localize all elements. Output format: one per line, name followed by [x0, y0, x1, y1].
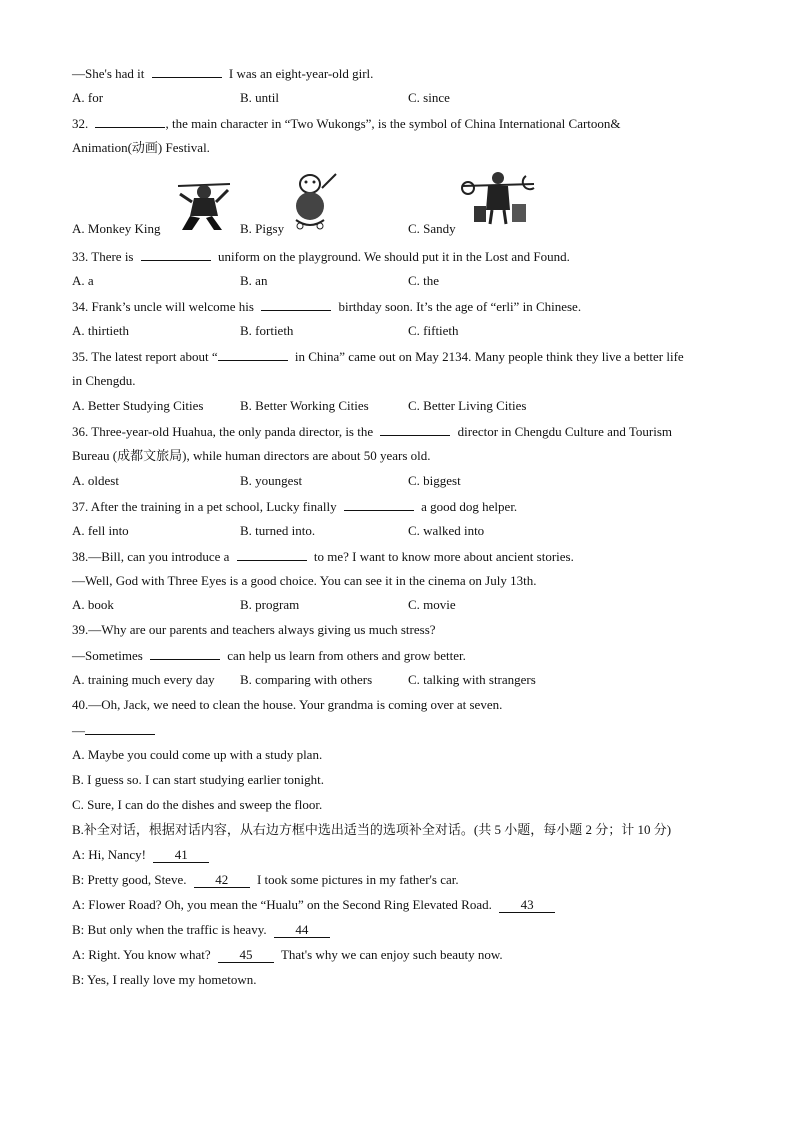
dialogue-line-45: A: Right. You know what? 45 That's why we can enjoy such beauty now. [72, 947, 503, 962]
q32-blank[interactable] [95, 115, 165, 128]
q32-option-c[interactable]: C. Sandy [408, 221, 456, 236]
q35-option-a[interactable]: A. Better Studying Cities [72, 398, 204, 413]
q39-option-b[interactable]: B. comparing with others [240, 672, 373, 687]
dialogue-line-44: B: But only when the traffic is heavy. 44 [72, 922, 334, 938]
q39-blank[interactable] [150, 647, 220, 660]
q38-option-a[interactable]: A. book [72, 597, 114, 612]
answer-blank-41[interactable]: 41 [153, 848, 209, 863]
q35-option-b[interactable]: B. Better Working Cities [240, 398, 369, 413]
q31-option-c[interactable]: C. since [408, 90, 450, 105]
dialogue-line-41: A: Hi, Nancy! 41 [72, 847, 213, 863]
q33-blank[interactable] [141, 248, 211, 261]
q31-option-b[interactable]: B. until [240, 90, 280, 105]
q31-blank[interactable] [152, 65, 222, 78]
q34-blank[interactable] [261, 298, 331, 311]
dialogue-line-43: A: Flower Road? Oh, you mean the “Hualu” on the Second Ring Elevated Road. 43 [72, 897, 559, 913]
q37-option-b[interactable]: B. turned into. [240, 523, 316, 538]
q32-option-a[interactable]: A. Monkey King [72, 221, 161, 236]
q35-stem: 35. The latest report about “ in China” came out on May 2134. Many people think they live a better life [72, 349, 684, 364]
q39-stem: 39.—Why are our parents and teachers always giving us much stress? [72, 622, 436, 637]
q33-option-a[interactable]: A. a [72, 273, 94, 288]
q34-option-c[interactable]: C. fiftieth [408, 323, 459, 338]
q39-option-a[interactable]: A. training much every day [72, 672, 215, 687]
q34-option-a[interactable]: A. thirtieth [72, 323, 130, 338]
q33-option-b[interactable]: B. an [240, 273, 268, 288]
q40-option-a[interactable]: A. Maybe you could come up with a study plan. [72, 747, 323, 762]
q36-stem-line2: Bureau (成都文旅局), while human directors are about 50 years old. [72, 448, 431, 463]
q36-option-c[interactable]: C. biggest [408, 473, 461, 488]
q35-stem-line2: in Chengdu. [72, 373, 136, 388]
q38-stem-line2: —Well, God with Three Eyes is a good choice. You can see it in the cinema on July 13th. [72, 573, 537, 588]
monkey-king-image [172, 176, 234, 232]
q39-stem-line2: —Sometimes can help us learn from others and grow better. [72, 648, 466, 663]
q40-blank[interactable] [85, 722, 155, 735]
sandy-image [458, 168, 538, 226]
q31-dialogue-line: —She's had it I was an eight-year-old girl. [72, 66, 374, 81]
q37-blank[interactable] [344, 498, 414, 511]
q33-option-c[interactable]: C. the [408, 273, 440, 288]
q31-option-a[interactable]: A. for [72, 90, 104, 105]
q40-stem: 40.—Oh, Jack, we need to clean the house. Your grandma is coming over at seven. [72, 697, 503, 712]
answer-blank-43[interactable]: 43 [499, 898, 555, 913]
q32-stem-line2: Animation(动画) Festival. [72, 140, 210, 155]
q38-option-b[interactable]: B. program [240, 597, 300, 612]
q38-option-c[interactable]: C. movie [408, 597, 456, 612]
q37-option-c[interactable]: C. walked into [408, 523, 485, 538]
q37-option-a[interactable]: A. fell into [72, 523, 129, 538]
q38-blank[interactable] [237, 548, 307, 561]
q36-option-a[interactable]: A. oldest [72, 473, 119, 488]
section-b-title: B.补全对话，根据对话内容，从右边方框中选出适当的选项补全对话。(共 5 小题，每小题 2 分；计 10 分) [72, 822, 672, 837]
pigsy-image [286, 170, 338, 232]
q38-stem: 38.—Bill, can you introduce a to me? I want to know more about ancient stories. [72, 549, 574, 564]
dialogue-line-42: B: Pretty good, Steve. 42 I took some pictures in my father's car. [72, 872, 459, 887]
q34-option-b[interactable]: B. fortieth [240, 323, 294, 338]
q32-option-b[interactable]: B. Pigsy [240, 221, 285, 236]
q36-option-b[interactable]: B. youngest [240, 473, 303, 488]
q36-blank[interactable] [380, 423, 450, 436]
q40-answer-line: — [72, 722, 155, 739]
answer-blank-42[interactable]: 42 [194, 873, 250, 888]
answer-blank-44[interactable]: 44 [274, 923, 330, 938]
q37-stem: 37. After the training in a pet school, Lucky finally a good dog helper. [72, 499, 518, 514]
q35-option-c[interactable]: C. Better Living Cities [408, 398, 527, 413]
answer-blank-45[interactable]: 45 [218, 948, 274, 963]
dialogue-line-final: B: Yes, I really love my hometown. [72, 972, 257, 987]
q34-stem: 34. Frank’s uncle will welcome his birthday soon. It’s the age of “erli” in Chinese. [72, 299, 582, 314]
q33-stem: 33. There is uniform on the playground. We should put it in the Lost and Found. [72, 249, 570, 264]
q32-stem: 32. , the main character in “Two Wukongs”, is the symbol of China International Cartoon& [72, 116, 621, 131]
q40-option-b[interactable]: B. I guess so. I can start studying earlier tonight. [72, 772, 325, 787]
q39-option-c[interactable]: C. talking with strangers [408, 672, 536, 687]
q40-option-c[interactable]: C. Sure, I can do the dishes and sweep the floor. [72, 797, 323, 812]
q36-stem: 36. Three-year-old Huahua, the only panda director, is the director in Chengdu Culture and Tourism [72, 424, 673, 439]
q35-blank[interactable] [218, 348, 288, 361]
